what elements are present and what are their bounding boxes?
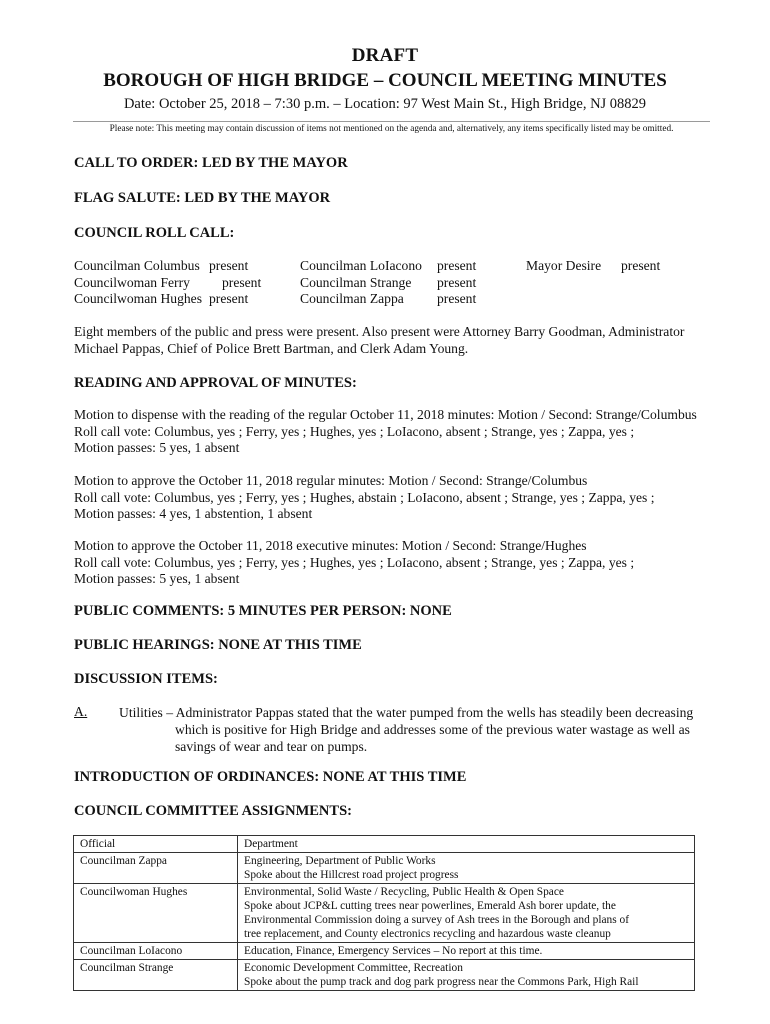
- discussion-item-label: A.: [74, 704, 88, 719]
- committee-heading: COUNCIL COMMITTEE ASSIGNMENTS:: [74, 803, 352, 819]
- document-title: BOROUGH OF HIGH BRIDGE – COUNCIL MEETING MINUTES: [103, 70, 667, 91]
- flag-salute-heading: FLAG SALUTE: LED BY THE MAYOR: [74, 190, 331, 206]
- attendance-paragraph: Eight members of the public and press were present. Also present were Attorney Barry Goodman, Administrator Michael Pappas, Chief of Police Brett Bartman, and Clerk Adam Young.: [74, 324, 685, 356]
- official-cell: Councilman Strange: [74, 960, 238, 991]
- ordinances-heading: INTRODUCTION OF ORDINANCES: NONE AT THIS TIME: [74, 769, 467, 785]
- discussion-item-text: Utilities – Administrator Pappas stated that the water pumped from the wells has steadily been decreasing which is positive for High Bridge and addresses some of the previous water wastage as well as savings of wear and tear on pumps.: [119, 705, 694, 754]
- table-row: [74, 884, 695, 943]
- roll-call-entry: Councilman LoIacono present: [300, 258, 477, 273]
- table-header-row: [74, 836, 695, 853]
- department-cell: Education, Finance, Emergency Services – No report at this time.: [238, 943, 695, 960]
- department-cell: Engineering, Department of Public Works Spoke about the Hillcrest road project progress: [238, 853, 695, 884]
- department-column-header: Department: [238, 836, 695, 853]
- minutes-heading: READING AND APPROVAL OF MINUTES:: [74, 375, 357, 391]
- department-cell: Environmental, Solid Waste / Recycling, Public Health & Open Space Spoke about JCP&L cutting trees near powerlines, Emerald Ash borer update, the Environmental Commission doing a survey of Ash trees in the Borough and plans of tree replacement, and County electronics recycling and hazardous waste cleanup: [238, 884, 695, 943]
- public-comments-heading: PUBLIC COMMENTS: 5 MINUTES PER PERSON: NONE: [74, 603, 452, 619]
- motion-block: Motion to dispense with the reading of the regular October 11, 2018 minutes: Motion / Second: Strange/Columbus Roll call vote: Columbus, yes ; Ferry, yes ; Hughes, yes ; LoIacono, absent ; Strange, yes ; Zappa, yes ; Motion passes: 5 yes, 1 absent: [74, 407, 697, 455]
- official-cell: Councilman Zappa: [74, 853, 238, 884]
- roll-call-entry: Councilwoman Hughes present: [74, 291, 249, 306]
- agenda-note: Please note: This meeting may contain discussion of items not mentioned on the agenda and, alternatively, any items specifically listed may be omitted.: [109, 124, 674, 134]
- official-cell: Councilman LoIacono: [74, 943, 238, 960]
- motion-block: Motion to approve the October 11, 2018 regular minutes: Motion / Second: Strange/Columbus Roll call vote: Columbus, yes ; Ferry, yes ; Hughes, abstain ; LoIacono, absent ; Strange, yes ; Zappa, yes ; Motion passes: 4 yes, 1 abstention, 1 absent: [74, 473, 655, 521]
- official-column-header: Official: [74, 836, 238, 853]
- public-hearings-heading: PUBLIC HEARINGS: NONE AT THIS TIME: [74, 637, 362, 653]
- department-cell: Economic Development Committee, Recreation Spoke about the pump track and dog park progress near the Commons Park, High Rail: [238, 960, 695, 991]
- roll-call-entry: Councilman Zappa present: [300, 291, 477, 306]
- roll-call-entry: Councilman Columbus present: [74, 258, 249, 273]
- draft-label: DRAFT: [351, 45, 419, 66]
- roll-call-entry: Councilman Strange present: [300, 274, 477, 290]
- call-to-order-heading: CALL TO ORDER: LED BY THE MAYOR: [74, 155, 348, 171]
- motion-block: Motion to approve the October 11, 2018 executive minutes: Motion / Second: Strange/Hughes Roll call vote: Columbus, yes ; Ferry, yes ; Hughes, yes ; LoIacono, absent ; Strange, yes ; Zappa, yes ; Motion passes: 5 yes, 1 absent: [74, 538, 635, 586]
- header-divider: [73, 121, 710, 122]
- meeting-details: Date: October 25, 2018 – 7:30 p.m. – Location: 97 West Main St., High Bridge, NJ 08829: [123, 96, 647, 112]
- table-row: [74, 943, 695, 960]
- table-row: [74, 960, 695, 991]
- roll-call-column-1: [74, 258, 261, 308]
- committee-table: [73, 835, 695, 991]
- table-row: [74, 853, 695, 884]
- roll-call-heading: COUNCIL ROLL CALL:: [74, 225, 235, 241]
- roll-call-entry: Mayor Desire present: [526, 258, 661, 273]
- roll-call-entry: Councilwoman Ferry present: [74, 274, 262, 290]
- roll-call-column-3: [526, 258, 660, 275]
- official-cell: Councilwoman Hughes: [74, 884, 238, 943]
- discussion-heading: DISCUSSION ITEMS:: [74, 671, 218, 687]
- roll-call-column-2: [300, 258, 476, 308]
